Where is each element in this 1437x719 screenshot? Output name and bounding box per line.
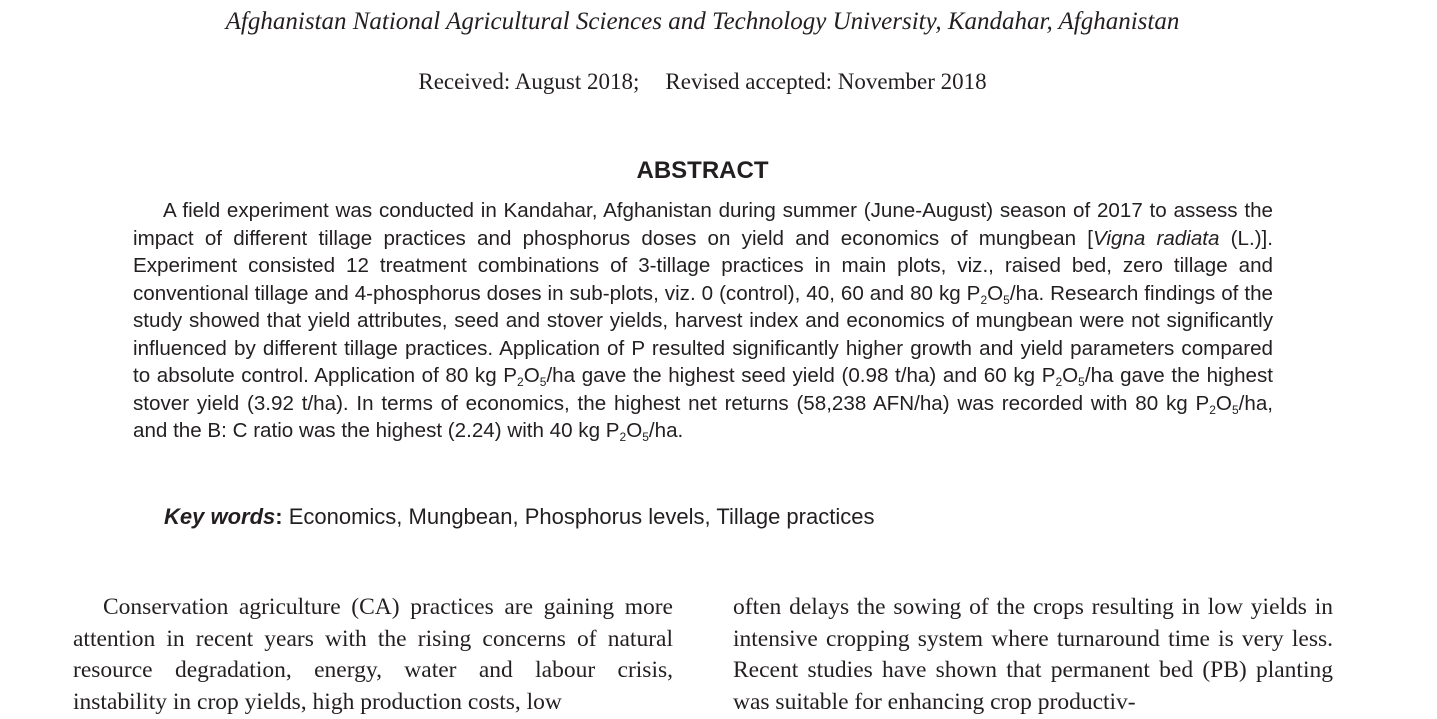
formula-subscript-5: 5 xyxy=(1231,402,1239,417)
species-name: Vigna radiata xyxy=(1093,226,1220,250)
keywords xyxy=(164,502,1264,532)
keywords-colon: : xyxy=(275,504,283,529)
formula-subscript-2: 2 xyxy=(1055,375,1063,389)
formula-subscript-2: 2 xyxy=(1209,402,1216,417)
keywords-list: Economics, Mungbean, Phosphorus levels, Tillage practices xyxy=(282,504,875,529)
body-column-left: Conservation agriculture (CA) practices are gaining more attention in recent years with the rising concerns of natural resource degradation, energy, water and labour crisis, instability in crop yields, high production costs, low xyxy=(73,594,673,715)
formula-oxygen: O xyxy=(523,364,540,387)
abstract-heading: ABSTRACT xyxy=(636,157,769,184)
formula-oxygen: O xyxy=(1215,391,1232,415)
abstract-text-part-6: /ha, and the B: C ratio was the highest (2.24) with 40 kg P xyxy=(133,391,1273,442)
abstract-text-part-7: /ha. xyxy=(648,419,684,442)
formula-oxygen: O xyxy=(1062,364,1079,387)
abstract-text-part-2: (L.)]. Experiment consisted 12 treatment combinations of 3-tillage practices in main plots, viz., raised bed, zero tillage and conventional tillage and 4-phosphorus doses in sub-plots, viz. 0 (control), 40, 60 and 80 kg P xyxy=(133,226,1273,305)
abstract-text-part-3: /ha. Research findings of the study showed that yield attributes, seed and stover yields, harvest index and economics of mungbean were not significantly influenced by different tillage practices. Application of P resulted significantly higher growth and yield parameters compared to absolute control. Application of 80 kg P xyxy=(133,281,1273,387)
revised-accepted-date: Revised accepted: November 2018 xyxy=(665,69,987,94)
formula-subscript-5: 5 xyxy=(642,430,649,444)
formula-subscript-5: 5 xyxy=(539,375,547,389)
formula-subscript-5: 5 xyxy=(1078,375,1085,389)
formula-subscript-2: 2 xyxy=(619,430,627,444)
abstract-text-part-5: /ha gave the highest stover yield (3.92 t/ha). In terms of economics, the highest net returns (58,238 AFN/ha) was recorded with 80 kg P xyxy=(133,364,1274,415)
formula-subscript-2: 2 xyxy=(517,375,524,389)
abstract-text xyxy=(133,197,1273,445)
abstract-text-part-1: A field experiment was conducted in Kandahar, Afghanistan during summer (June-August) season of 2017 to assess the impact of different tillage practices and phosphorus doses on yield and economics of mungbean [ xyxy=(133,199,1273,250)
author-affiliation: Afghanistan National Agricultural Sciences and Technology University, Kandahar, Afghanistan xyxy=(225,8,1180,35)
formula-oxygen: O xyxy=(626,419,643,442)
abstract-text-part-4: /ha gave the highest seed yield (0.98 t/ha) and 60 kg P xyxy=(546,364,1056,387)
article-dates xyxy=(0,67,1405,97)
keywords-label: Key words xyxy=(164,504,276,529)
received-date: Received: August 2018; xyxy=(418,69,640,94)
body-column-right: often delays the sowing of the crops resulting in low yields in intensive cropping system where turnaround time is very less. Recent studies have shown that permanent bed (PB) planting was suitable for enhancing crop productiv- xyxy=(733,594,1333,715)
formula-subscript-2: 2 xyxy=(980,292,988,307)
formula-oxygen: O xyxy=(987,281,1004,305)
formula-subscript-5: 5 xyxy=(1003,292,1010,307)
